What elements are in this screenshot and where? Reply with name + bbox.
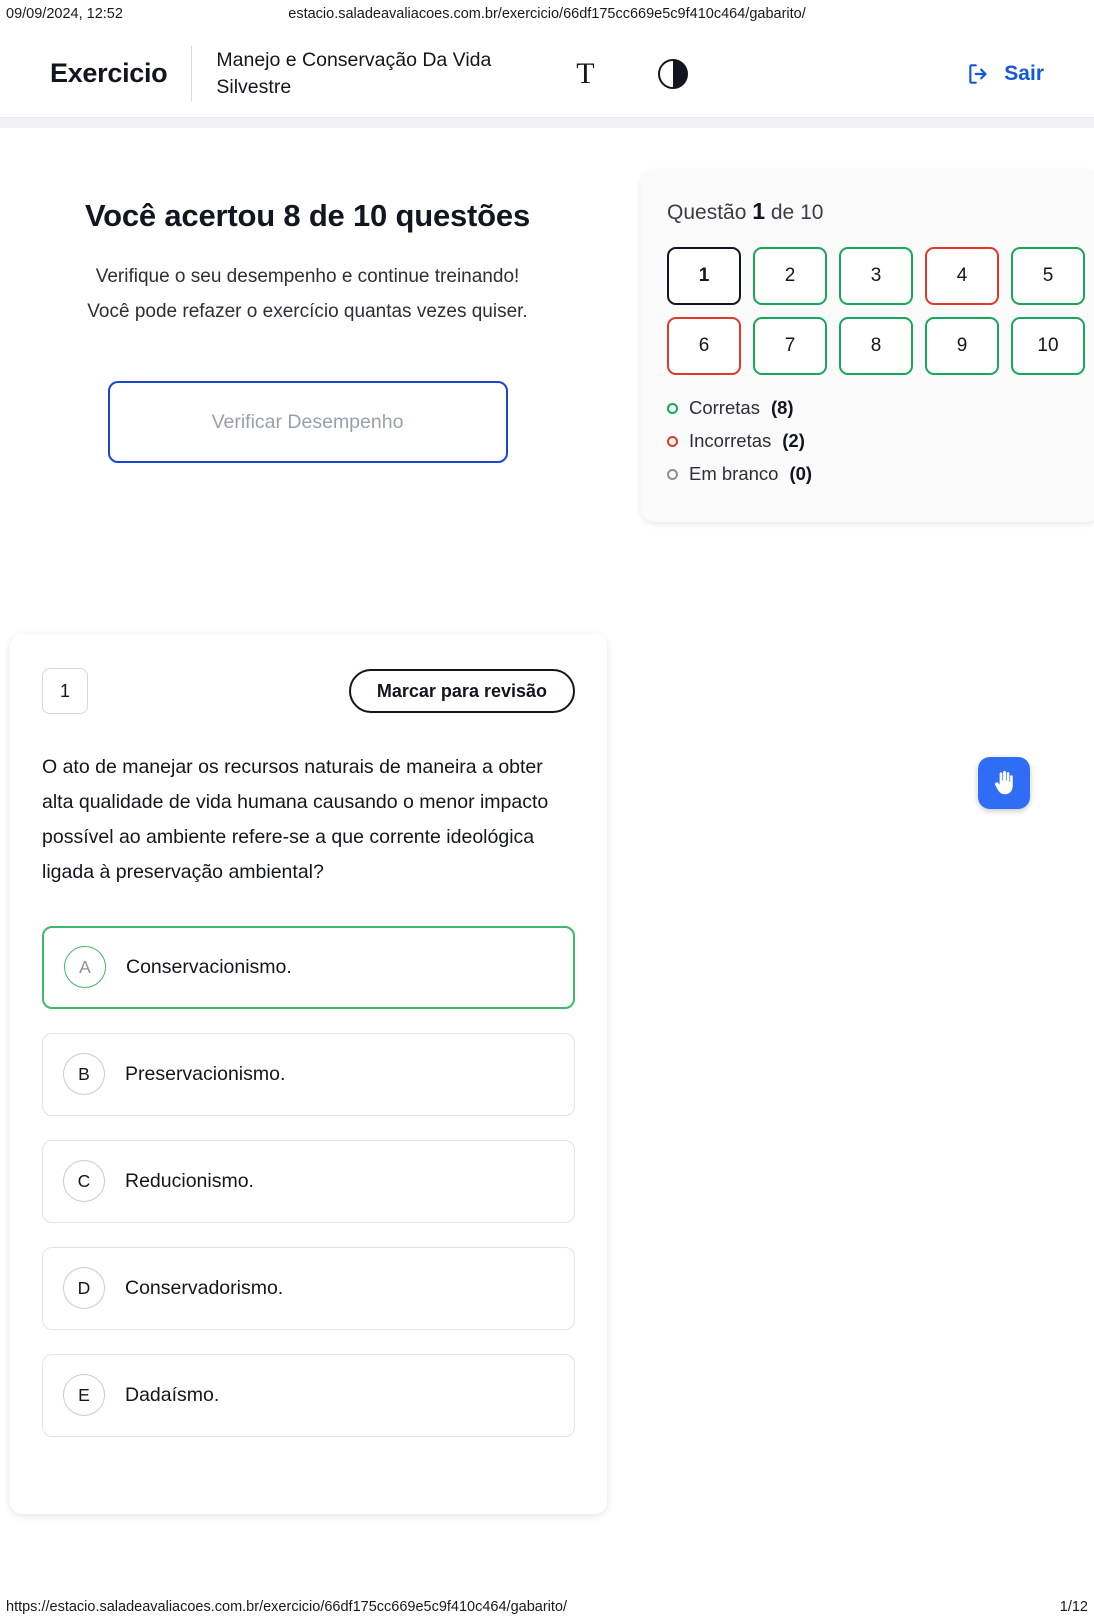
course-title: Manejo e Conservação Da Vida Silvestre <box>216 49 492 98</box>
question-nav-8[interactable]: 8 <box>839 317 913 375</box>
question-summary-card <box>641 170 1094 522</box>
question-card <box>10 634 607 1514</box>
question-nav-2[interactable]: 2 <box>753 247 827 305</box>
alternative-e[interactable] <box>42 1354 575 1437</box>
print-footer-url: https://estacio.saladeavaliacoes.com.br/exercicio/66df175cc669e5c9f410c464/gabarito/ <box>6 1599 568 1615</box>
alternative-e-letter: E <box>63 1374 105 1416</box>
question-nav-1[interactable]: 1 <box>667 247 741 305</box>
alternative-c[interactable] <box>42 1140 575 1223</box>
question-card-header <box>42 668 575 714</box>
check-performance-button[interactable]: Verificar Desempenho <box>108 381 508 463</box>
question-number-badge: 1 <box>42 668 88 714</box>
question-nav-10[interactable]: 10 <box>1011 317 1085 375</box>
alternative-a[interactable] <box>42 926 575 1009</box>
legend-correct-dot-icon <box>667 403 678 414</box>
font-size-icon[interactable] <box>568 57 602 91</box>
alternative-c-text: Reducionismo. <box>125 1169 254 1192</box>
legend-incorrect <box>667 430 1075 452</box>
accessibility-hand-icon[interactable] <box>978 757 1030 809</box>
alternative-d-letter: D <box>63 1267 105 1309</box>
print-datetime: 09/09/2024, 12:52 <box>6 6 123 22</box>
mark-for-review-button[interactable]: Marcar para revisão <box>349 669 575 713</box>
logout-button[interactable] <box>966 61 1044 87</box>
question-nav-7[interactable]: 7 <box>753 317 827 375</box>
summary-heading-prefix: Questão <box>667 201 747 224</box>
alternative-a-text: Conservacionismo. <box>126 955 292 978</box>
question-nav-4[interactable]: 4 <box>925 247 999 305</box>
header-tools <box>568 57 690 91</box>
print-footer <box>0 1599 1094 1615</box>
question-nav-5[interactable]: 5 <box>1011 247 1085 305</box>
legend-correct-label: Corretas <box>689 397 760 418</box>
result-panel <box>60 195 555 463</box>
alternative-a-letter: A <box>64 946 106 988</box>
alternative-d[interactable] <box>42 1247 575 1330</box>
legend-correct <box>667 397 1075 419</box>
legend-incorrect-count: (2) <box>782 430 805 451</box>
print-page-number: 1/12 <box>1059 1599 1088 1615</box>
app-header <box>0 30 1094 118</box>
result-title: Você acertou 8 de 10 questões <box>84 198 531 233</box>
contrast-icon-glyph <box>658 59 688 89</box>
legend-incorrect-label: Incorretas <box>689 430 772 451</box>
summary-current-question: 1 <box>752 198 766 224</box>
legend-blank-dot-icon <box>667 469 678 480</box>
legend-blank-count: (0) <box>789 463 813 484</box>
question-navigator-grid <box>667 247 1075 375</box>
question-nav-9[interactable]: 9 <box>925 317 999 375</box>
logout-icon <box>966 61 992 87</box>
alternative-c-letter: C <box>63 1160 105 1202</box>
contrast-icon[interactable] <box>656 57 690 91</box>
summary-heading-suffix: de 10 <box>770 201 824 224</box>
question-nav-3[interactable]: 3 <box>839 247 913 305</box>
legend-incorrect-dot-icon <box>667 436 678 447</box>
alternative-b-letter: B <box>63 1053 105 1095</box>
alternative-e-text: Dadaísmo. <box>125 1383 220 1406</box>
print-header-url: estacio.saladeavaliacoes.com.br/exercicio/66df175cc669e5c9f410c464/gabarito/ <box>288 6 806 22</box>
question-nav-6[interactable]: 6 <box>667 317 741 375</box>
summary-heading <box>667 198 1075 225</box>
legend-correct-count: (8) <box>770 397 794 418</box>
print-header <box>0 6 1094 22</box>
header-divider <box>191 46 192 102</box>
alternative-b-text: Preservacionismo. <box>125 1062 286 1085</box>
alternative-d-text: Conservadorismo. <box>125 1276 284 1299</box>
result-subtitle: Verifique o seu desempenho e continue treinando! Você pode refazer o exercício quantas vezes quiser. <box>87 265 528 322</box>
legend-blank-label: Em branco <box>689 463 779 484</box>
app-brand: Exercicio <box>50 58 168 88</box>
header-shadow-strip <box>0 118 1094 128</box>
legend-blank <box>667 463 1075 485</box>
font-size-icon-glyph: T <box>576 56 595 90</box>
logout-label: Sair <box>1004 61 1044 85</box>
alternative-b[interactable] <box>42 1033 575 1116</box>
question-text: O ato de manejar os recursos naturais de maneira a obter alta qualidade de vida humana causando o menor impacto possível ao ambiente refere-se a que corrente ideológica ligada à preservação ambiental? <box>42 756 549 883</box>
